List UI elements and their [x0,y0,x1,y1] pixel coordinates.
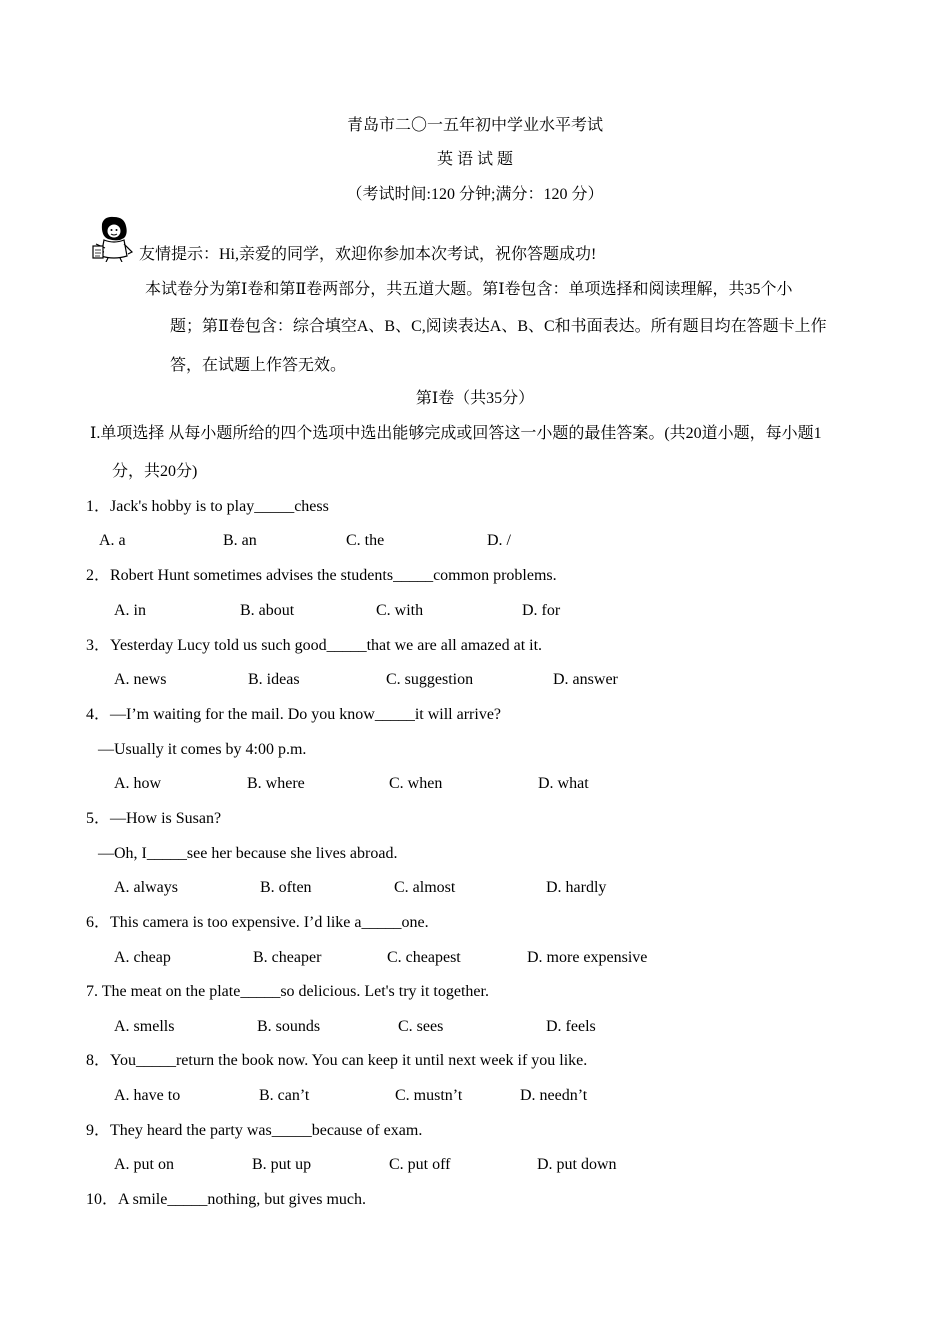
option-b: B. put up [252,1156,312,1173]
option-a: A. put on [114,1156,174,1173]
option-a: A. news [114,671,167,688]
question-stem: 10．A smile_____nothing, but gives much. [86,1191,366,1208]
question-reply: —Usually it comes by 4:00 p.m. [98,741,307,758]
option-b: B. an [223,532,257,549]
tip-line-2: 题；第Ⅱ卷包含：综合填空A、B、C,阅读表达A、B、C和书面表达。所有题目均在答题卡上作 [170,318,827,335]
exam-subtitle: 英 语 试 题 [436,151,513,168]
question-stem: 4．—I’m waiting for the mail. Do you know_____it will arrive? [86,706,502,723]
option-c: C. sees [398,1018,444,1035]
option-b: B. sounds [257,1018,321,1035]
cartoon-student-icon [90,214,136,262]
part1-instruction-2: 分，共20分) [112,463,198,480]
question-reply: —Oh, I_____see her because she lives abroad. [98,845,398,862]
question-stem: 7. The meat on the plate_____so delicious. Let's try it together. [86,983,489,1000]
option-d: D. what [538,775,589,792]
option-d: D. answer [553,671,618,688]
option-c: C. suggestion [386,671,474,688]
option-b: B. can’t [259,1087,310,1104]
question-stem: 1．Jack's hobby is to play_____chess [86,498,329,515]
option-c: C. mustn’t [395,1087,463,1104]
tip-line-1: 本试卷分为第Ⅰ卷和第Ⅱ卷两部分，共五道大题。第Ⅰ卷包含：单项选择和阅读理解，共35个小 [145,281,793,298]
option-b: B. often [260,879,312,896]
option-b: B. where [247,775,305,792]
option-a: A. always [114,879,178,896]
question-stem: 3．Yesterday Lucy told us such good_____that we are all amazed at it. [86,637,543,654]
option-b: B. ideas [248,671,300,688]
option-d: D. feels [546,1018,596,1035]
option-b: B. about [240,602,295,619]
option-d: D. / [487,532,511,549]
option-a: A. how [114,775,162,792]
question-stem: 2．Robert Hunt sometimes advises the students_____common problems. [86,567,557,584]
exam-time-note: （考试时间:120 分钟;满分：120 分） [346,186,604,203]
option-c: C. when [389,775,443,792]
option-c: C. put off [389,1156,451,1173]
question-stem: 9．They heard the party was_____because of exam. [86,1122,423,1139]
tip-line-3: 答，在试题上作答无效。 [170,357,347,374]
option-a: A. smells [114,1018,175,1035]
part1-title: 第Ⅰ卷（共35分） [415,390,535,407]
question-stem: 6．This camera is too expensive. I’d like a_____one. [86,914,429,931]
option-a: A. in [114,602,146,619]
option-c: C. cheapest [387,949,461,966]
option-d: D. more expensive [527,949,648,966]
option-c: C. almost [394,879,456,896]
question-stem: 8．You_____return the book now. You can keep it until next week if you like. [86,1052,588,1069]
question-stem: 5．—How is Susan? [86,810,222,827]
option-d: D. for [522,602,561,619]
tip-greeting: 友情提示：Hi,亲爱的同学，欢迎你参加本次考试，祝你答题成功! [139,246,597,263]
option-b: B. cheaper [253,949,322,966]
part1-instruction-1: Ⅰ.单项选择 从每小题所给的四个选项中选出能够完成或回答这一小题的最佳答案。(共20道小题，每小题1 [90,425,822,442]
option-c: C. with [376,602,424,619]
option-a: A. have to [114,1087,181,1104]
option-a: A. a [99,532,126,549]
option-a: A. cheap [114,949,171,966]
option-d: D. hardly [546,879,607,896]
option-d: D. put down [537,1156,617,1173]
option-d: D. needn’t [520,1087,588,1104]
exam-title: 青岛市二〇一五年初中学业水平考试 [346,117,603,134]
option-c: C. the [346,532,385,549]
